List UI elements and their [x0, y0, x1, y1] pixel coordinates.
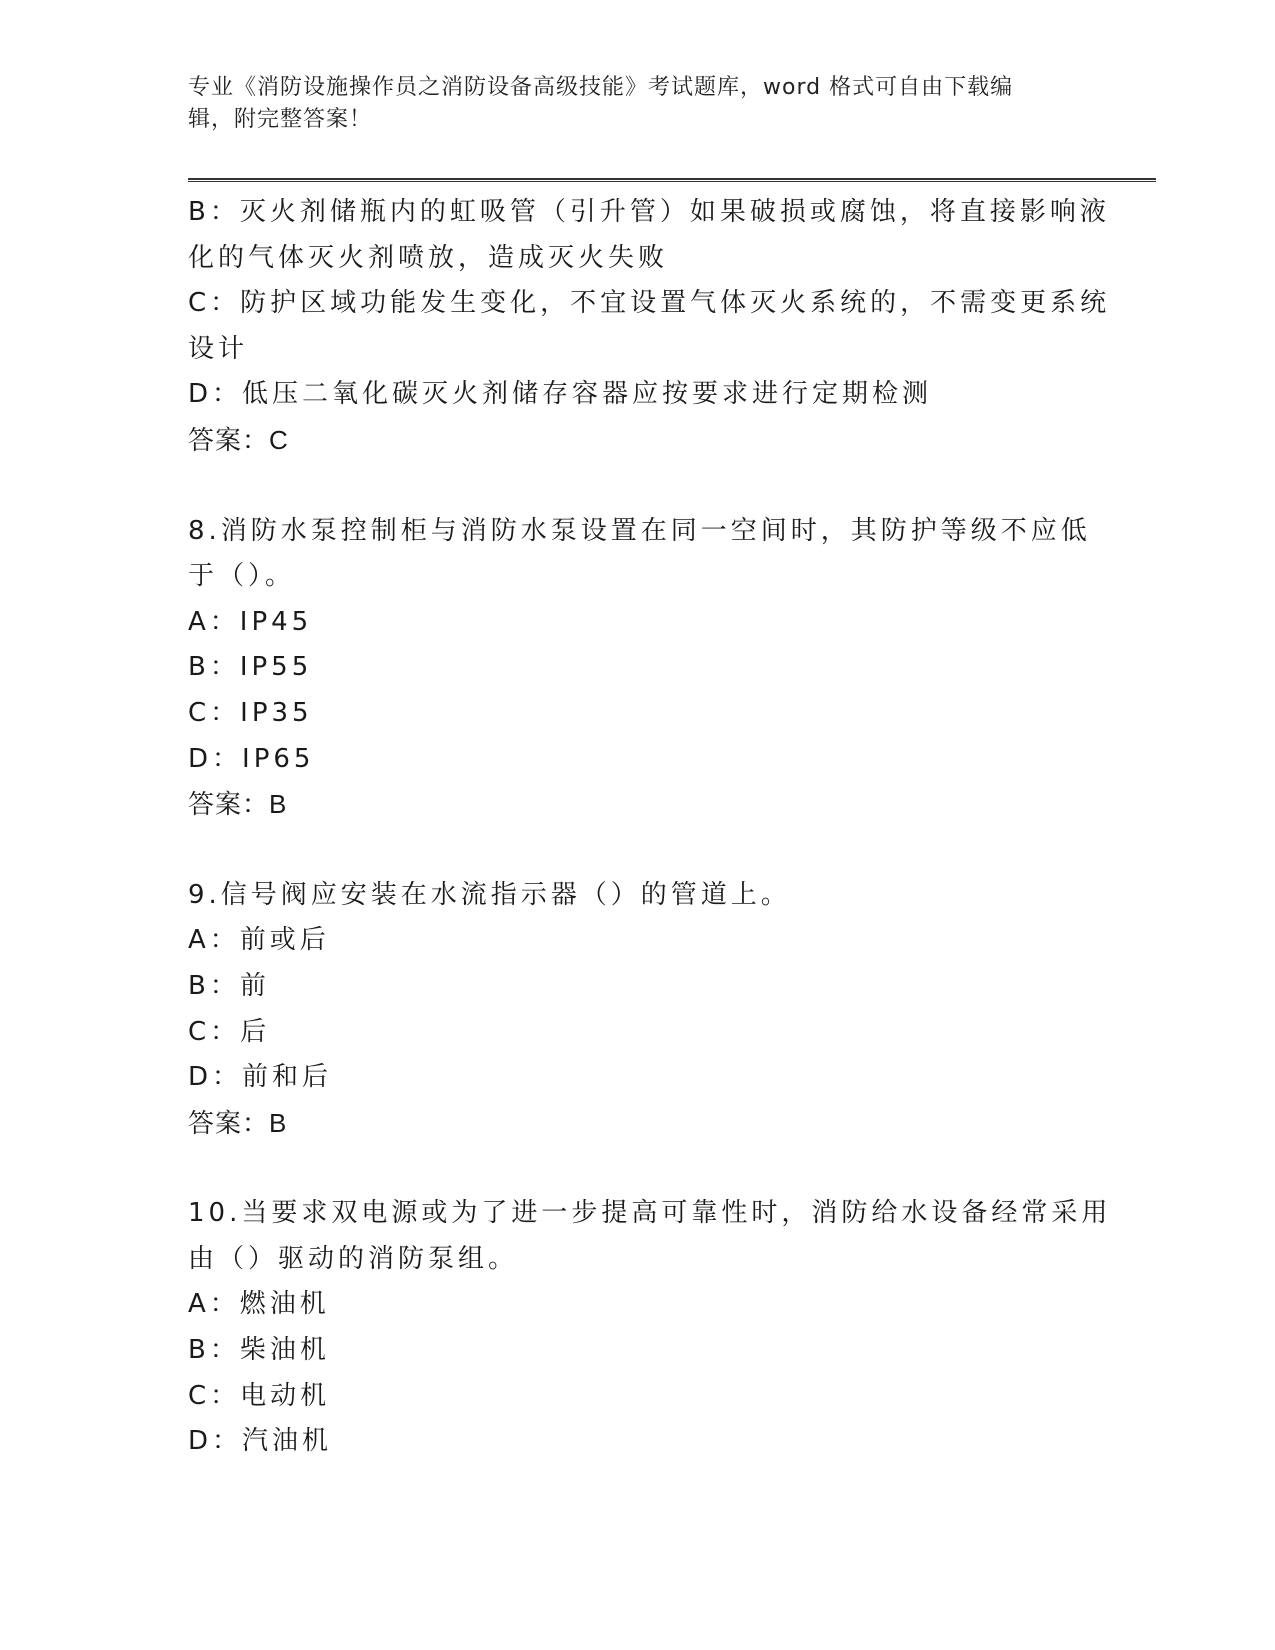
- option-c: C：后: [188, 1016, 271, 1047]
- spacer: [188, 464, 1088, 509]
- answer: 答案：B: [188, 789, 288, 820]
- option-a: A：IP45: [188, 606, 313, 637]
- option-c: C：电动机: [188, 1380, 331, 1411]
- header-line-1: 专业《消防设施操作员之消防设备高级技能》考试题库，word 格式可自由下载编: [188, 75, 1014, 100]
- question-stem-line-1: 8.消防水泵控制柜与消防水泵设置在同一空间时，其防护等级不应低: [188, 515, 1091, 546]
- option-b: B：前: [188, 970, 270, 1001]
- option-b-line-1: B：灭火剂储瓶内的虹吸管（引升管）如果破损或腐蚀，将直接影响液: [188, 197, 1110, 227]
- option-a: A：燃油机: [188, 1289, 330, 1320]
- spacer: [188, 828, 1088, 873]
- question-9: [188, 873, 1088, 1147]
- question-stem-line-1: 10.当要求双电源或为了进一步提高可靠性时，消防给水设备经常采用: [188, 1198, 1112, 1229]
- option-c-line-2: 设计: [188, 333, 249, 364]
- option-c: C：IP35: [188, 697, 313, 728]
- question-content: [188, 190, 1112, 1465]
- spacer: [188, 1146, 1088, 1191]
- option-b-line-2: 化的气体灭火剂喷放，造成灭火失败: [188, 242, 669, 273]
- header-divider: [188, 178, 1156, 182]
- question-stem-line-1: 9.信号阀应安装在水流指示器（）的管道上。: [188, 879, 791, 910]
- option-d: D：低压二氧化碳灭火剂储存容器应按要求进行定期检测: [188, 379, 933, 410]
- question-stem-line-2: 由（）驱动的消防泵组。: [188, 1243, 519, 1274]
- option-d: D：前和后: [188, 1062, 333, 1093]
- option-b: B：IP55: [188, 652, 313, 683]
- option-b: B：柴油机: [188, 1335, 330, 1366]
- question-10: [188, 1191, 1112, 1465]
- question-stem-line-2: 于（）。: [188, 561, 296, 592]
- option-c-line-1: C：防护区域功能发生变化，不宜设置气体灭火系统的，不需变更系统: [188, 288, 1111, 319]
- question-7-continued: [188, 190, 1111, 464]
- option-a: A：前或后: [188, 925, 330, 956]
- option-d: D：汽油机: [188, 1426, 333, 1457]
- option-d: D：IP65: [188, 743, 315, 774]
- header-line-2: 辑，附完整答案！: [188, 107, 373, 132]
- document-header: [188, 72, 1068, 136]
- answer: 答案：C: [188, 424, 289, 455]
- answer: 答案：B: [188, 1107, 288, 1138]
- question-8: [188, 509, 1091, 828]
